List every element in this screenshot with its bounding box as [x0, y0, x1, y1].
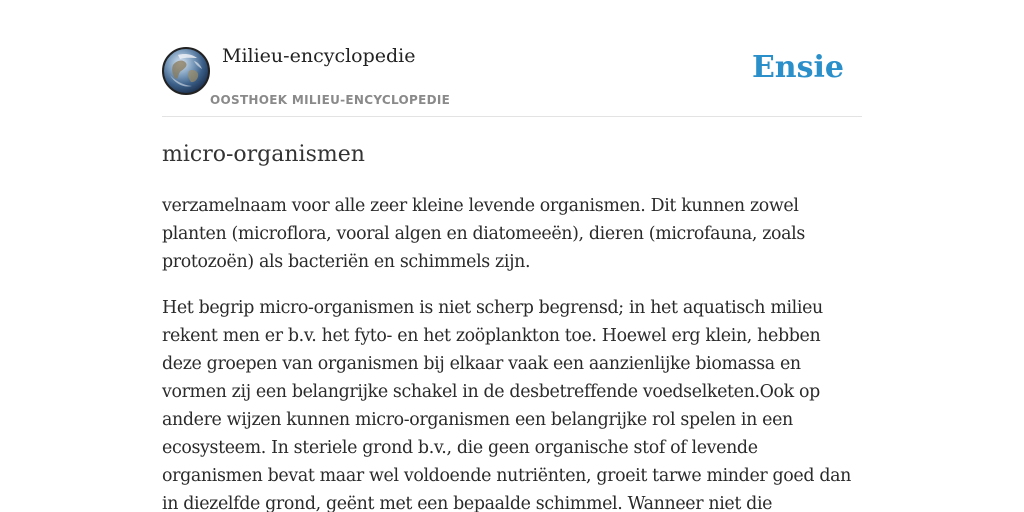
- earth-globe-icon[interactable]: [162, 47, 210, 95]
- entry-paragraph: verzamelnaam voor alle zeer kleine levende organismen. Dit kunnen zowel planten (microflora, vooral algen en diatomeeën), dieren (microfauna, zoals protozoën) als bacteriën en schimmels zijn.: [162, 196, 805, 272]
- entry-title: micro-organismen: [162, 142, 365, 167]
- site-header: [162, 0, 862, 117]
- ensie-logo-link[interactable]: Ensie: [751, 50, 844, 85]
- earth-globe-graphic: [164, 49, 208, 93]
- site-subtitle[interactable]: OOSTHOEK MILIEU-ENCYCLOPEDIE: [210, 93, 451, 107]
- site-title[interactable]: Milieu-encyclopedie: [222, 45, 416, 67]
- entry-content: [162, 140, 862, 512]
- entry-paragraph: Het begrip micro-organismen is niet scherp begrensd; in het aquatisch milieu rekent men er b.v. het fyto- en het zoöplankton toe. Hoewel erg klein, hebben deze groepen van organismen bij elkaar vaak een aanzienlijke biomassa en vormen zij een belangrijke schakel in de desbetreffende voedselketen.Ook op andere wijzen kunnen micro-organismen een belangrijke rol spelen in een ecosysteem. In steriele grond b.v., die geen organische stof of levende organismen bevat maar wel voldoende nutriënten, groeit tarwe minder goed dan in diezelfde grond, geënt met een bepaalde schimmel. Wanneer niet die: [162, 298, 851, 512]
